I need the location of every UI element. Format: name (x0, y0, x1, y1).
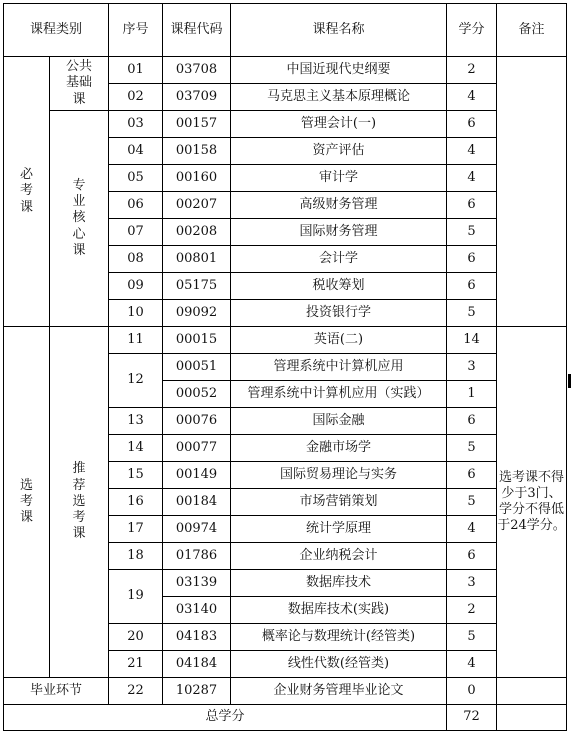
code-cell: 03709 (163, 84, 231, 111)
credit-cell: 6 (447, 192, 497, 219)
seq-cell: 06 (109, 192, 163, 219)
category-major-core (50, 111, 109, 327)
credit-cell: 6 (447, 246, 497, 273)
total-label: 总学分 (4, 705, 447, 731)
code-cell: 04183 (163, 624, 231, 651)
header-seq: 序号 (109, 4, 163, 57)
name-cell: 市场营销策划 (231, 489, 447, 516)
remark-cell-required (497, 57, 567, 327)
category-public-basic (50, 57, 109, 111)
code-cell: 05175 (163, 273, 231, 300)
credit-cell: 2 (447, 597, 497, 624)
code-cell: 03140 (163, 597, 231, 624)
header-name: 课程名称 (231, 4, 447, 57)
name-cell: 高级财务管理 (231, 192, 447, 219)
name-cell: 中国近现代史纲要 (231, 57, 447, 84)
code-cell: 00208 (163, 219, 231, 246)
elective-note: 选考课不得少于3门、学分不得低于24学分。 (497, 327, 567, 678)
name-cell: 企业纳税会计 (231, 543, 447, 570)
name-cell: 审计学 (231, 165, 447, 192)
header-code: 课程代码 (163, 4, 231, 57)
header-category: 课程类别 (4, 4, 109, 57)
seq-cell: 15 (109, 462, 163, 489)
code-cell: 04184 (163, 651, 231, 678)
category-recommended-elective-label: 推 荐 选 考 课 (72, 461, 86, 542)
code-cell: 00157 (163, 111, 231, 138)
code-cell: 00051 (163, 354, 231, 381)
category-required (4, 57, 50, 327)
category-public-basic-label: 公共 基础 课 (65, 59, 92, 107)
credit-cell: 4 (447, 84, 497, 111)
name-cell: 数据库技术(实践) (231, 597, 447, 624)
seq-cell: 09 (109, 273, 163, 300)
seq-cell: 18 (109, 543, 163, 570)
code-cell: 00076 (163, 408, 231, 435)
seq-cell: 05 (109, 165, 163, 192)
seq-cell: 10 (109, 300, 163, 327)
total-credit: 72 (447, 705, 497, 731)
code-cell: 00052 (163, 381, 231, 408)
credit-cell: 2 (447, 57, 497, 84)
credit-cell: 5 (447, 435, 497, 462)
table-row (4, 327, 567, 354)
seq-cell: 07 (109, 219, 163, 246)
name-cell: 资产评估 (231, 138, 447, 165)
category-elective-label: 选 考 课 (19, 477, 33, 526)
credit-cell: 4 (447, 516, 497, 543)
seq-cell: 19 (109, 570, 163, 624)
seq-cell: 20 (109, 624, 163, 651)
name-cell: 国际贸易理论与实务 (231, 462, 447, 489)
credit-cell: 6 (447, 408, 497, 435)
name-cell: 企业财务管理毕业论文 (231, 678, 447, 705)
credit-cell: 4 (447, 138, 497, 165)
code-cell: 00184 (163, 489, 231, 516)
seq-cell: 16 (109, 489, 163, 516)
table-row (4, 57, 567, 84)
code-cell: 01786 (163, 543, 231, 570)
total-row (4, 705, 567, 731)
seq-cell: 02 (109, 84, 163, 111)
credit-cell: 4 (447, 165, 497, 192)
credit-cell: 5 (447, 219, 497, 246)
credit-cell: 5 (447, 624, 497, 651)
seq-cell: 17 (109, 516, 163, 543)
name-cell: 管理系统中计算机应用（实践） (231, 381, 447, 408)
seq-cell: 21 (109, 651, 163, 678)
seq-cell: 04 (109, 138, 163, 165)
code-cell: 00158 (163, 138, 231, 165)
table-row (4, 111, 567, 138)
seq-cell: 13 (109, 408, 163, 435)
seq-cell: 08 (109, 246, 163, 273)
credit-cell: 14 (447, 327, 497, 354)
name-cell: 数据库技术 (231, 570, 447, 597)
name-cell: 管理系统中计算机应用 (231, 354, 447, 381)
table-row (4, 678, 567, 705)
code-cell: 09092 (163, 300, 231, 327)
seq-cell: 01 (109, 57, 163, 84)
name-cell: 国际金融 (231, 408, 447, 435)
credit-cell: 5 (447, 489, 497, 516)
code-cell: 00015 (163, 327, 231, 354)
seq-cell: 03 (109, 111, 163, 138)
credit-cell: 6 (447, 111, 497, 138)
name-cell: 会计学 (231, 246, 447, 273)
code-cell: 03708 (163, 57, 231, 84)
name-cell: 马克思主义基本原理概论 (231, 84, 447, 111)
category-major-core-label: 专 业 核 心 课 (72, 177, 86, 258)
code-cell: 00974 (163, 516, 231, 543)
header-row (4, 4, 567, 57)
name-cell: 税收筹划 (231, 273, 447, 300)
credit-cell: 0 (447, 678, 497, 705)
seq-cell: 14 (109, 435, 163, 462)
seq-cell: 12 (109, 354, 163, 408)
credit-cell: 1 (447, 381, 497, 408)
code-cell: 00801 (163, 246, 231, 273)
category-elective (4, 327, 50, 678)
remark-cell-total (497, 705, 567, 731)
code-cell: 00207 (163, 192, 231, 219)
name-cell: 概率论与数理统计(经管类) (231, 624, 447, 651)
credit-cell: 6 (447, 462, 497, 489)
name-cell: 投资银行学 (231, 300, 447, 327)
name-cell: 线性代数(经管类) (231, 651, 447, 678)
code-cell: 00160 (163, 165, 231, 192)
scroll-marker (568, 374, 571, 388)
header-remark: 备注 (497, 4, 567, 57)
header-credit: 学分 (447, 4, 497, 57)
curriculum-table (3, 3, 567, 731)
remark-cell-graduation (497, 678, 567, 705)
name-cell: 统计学原理 (231, 516, 447, 543)
category-graduation: 毕业环节 (4, 678, 109, 705)
code-cell: 00077 (163, 435, 231, 462)
category-recommended-elective (50, 327, 109, 678)
code-cell: 03139 (163, 570, 231, 597)
credit-cell: 3 (447, 354, 497, 381)
credit-cell: 6 (447, 273, 497, 300)
credit-cell: 6 (447, 543, 497, 570)
code-cell: 00149 (163, 462, 231, 489)
seq-cell: 11 (109, 327, 163, 354)
name-cell: 管理会计(一) (231, 111, 447, 138)
credit-cell: 4 (447, 651, 497, 678)
seq-cell: 22 (109, 678, 163, 705)
credit-cell: 3 (447, 570, 497, 597)
category-required-label: 必 考 课 (19, 167, 33, 215)
name-cell: 金融市场学 (231, 435, 447, 462)
code-cell: 10287 (163, 678, 231, 705)
name-cell: 英语(二) (231, 327, 447, 354)
name-cell: 国际财务管理 (231, 219, 447, 246)
credit-cell: 5 (447, 300, 497, 327)
